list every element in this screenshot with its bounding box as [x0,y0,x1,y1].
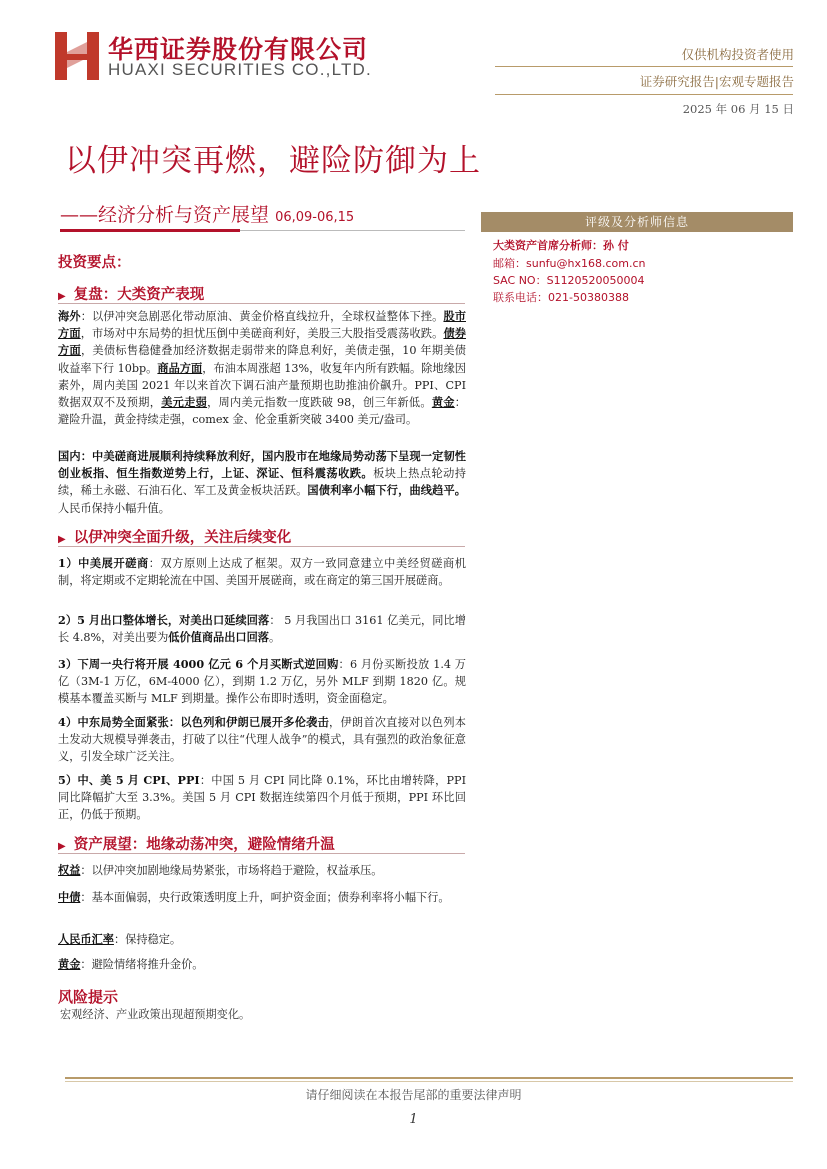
outlook-label: 权益 [58,863,81,877]
company-name-en: HUAXI SECURITIES CO.,LTD. [108,60,372,79]
outlook-item [58,931,466,948]
outlook-label: 黄金 [58,957,81,971]
report-title: 以伊冲突再燃，避险防御为上 [65,143,481,179]
outlook-item [58,956,466,973]
outlook-label: 中债 [58,890,81,904]
triangle-bullet-icon: ▶ [58,291,66,302]
outlook-item [58,862,466,879]
section-review [58,283,204,304]
title-underline-grey [240,230,465,231]
item-bold: 低价值商品出口回落 [168,630,269,645]
key-points-title: 投资要点： [58,254,131,271]
section-divider [58,853,465,854]
domestic-text: 板块上热点轮动持续，稀土永磁、石油石化、军工及黄金板块活跃。 [58,467,466,498]
list-item [58,555,466,589]
overseas-keyword: 黄金 [431,395,455,410]
outlook-text: ：保持稳定。 [113,933,182,946]
item-head: 3）下周一央行将开展 4000 亿元 6 个月买断式逆回购 [58,657,339,671]
outlook-item [58,889,466,906]
risk-title: 风险提示 [58,988,119,1006]
item-body: 。 [269,631,281,645]
analyst-phone: 联系电话：021-50380388 [493,291,629,304]
analyst-info-header: 评级及分析师信息 [481,212,793,232]
domestic-label: 国内 [58,449,81,463]
outlook-text: ：基本面偏弱，央行政策透明度上升，呵护资金面；债券利率将小幅下行。 [80,891,450,904]
triangle-bullet-icon: ▶ [58,534,66,545]
overseas-keyword: 美元走弱 [161,395,208,410]
domestic-paragraph [58,448,466,517]
subtitle-dates: 06,09-06,15 [275,210,355,225]
domestic-bold: 国债利率小幅下行，曲线趋平。 [307,483,466,498]
overseas-paragraph [58,308,466,428]
audience-note: 仅供机构投资者使用 [681,47,794,62]
section-divider [58,546,465,547]
overseas-text: ：以伊冲突急剧恶化带动原油、黄金价格直线拉升，全球权益整体下挫。 [80,310,444,323]
overseas-keyword: 股市方面 [58,309,466,341]
footer-divider [65,1081,793,1082]
section-review-title: 复盘：大类资产表现 [73,286,205,303]
item-head: 1）中美展开磋商 [58,556,149,570]
section-outlook-title: 资产展望：地缘动荡冲突，避险情绪升温 [73,836,335,853]
list-item [58,714,466,766]
section-outlook [58,833,335,854]
overseas-keyword: 债券方面 [58,326,466,358]
legal-notice: 请仔细阅读在本报告尾部的重要法律声明 [305,1088,522,1102]
risk-text: 宏观经济、产业政策出现超预期变化。 [60,1008,251,1021]
footer-divider [65,1077,793,1079]
overseas-text: ：避险升温，黄金持续走强，comex 金、伦金重新突破 3400 美元/盎司。 [58,396,466,427]
company-logo-icon [55,32,99,80]
overseas-text: ，布油本周涨超 13%，收复年内所有跌幅。除地缘因素外，周内美国 2021 年以来首次下调石油产量预期也助推油价飙升。PPI、CPI 数据双双不及预期， [58,361,466,410]
overseas-label: 海外 [58,309,81,323]
overseas-text: ，市场对中东局势的担忧压倒中美磋商利好，美股三大股指受震荡收跌。 [80,327,444,341]
item-body: ：6 月份买断投放 1.4 万亿（3M-1 万亿，6M-4000 亿），到期 1.2 万亿，另外 MLF 到期 1820 亿。规模基本覆盖买断与 MLF 到期量。操作公布即时透明，资金面稳定。 [58,658,466,706]
domestic-bold: ：中美磋商进展顺利持续释放利好，国内股市在地缘局势动荡下呈现一定韧性创业板指、恒生指数逆势上行，上证、深证、恒科震荡收跌。 [58,449,466,481]
outlook-label: 人民币汇率 [58,932,114,946]
item-body: ，伊朗首次直接对以色列本土发动大规模导弹袭击，打破了以往“代理人战争”的模式，具有强烈的政治象征意义，引发全球广泛关注。 [58,716,466,764]
list-item [58,772,466,824]
report-subtitle [60,200,354,227]
title-underline [60,229,240,232]
domestic-text: 人民币保持小幅升值。 [58,501,170,515]
section-conflict-title: 以伊冲突全面升级，关注后续变化 [73,529,292,546]
company-name-cn: 华西证券股份有限公司 [108,35,369,64]
report-date: 2025 年 06 月 15 日 [682,102,794,116]
overseas-keyword: 商品方面 [157,360,203,375]
header-divider [495,94,793,95]
report-type: 证券研究报告|宏观专题报告 [639,74,794,89]
item-head: 2）5 月出口整体增长，对美出口延续回落 [58,613,270,627]
analyst-name: 大类资产首席分析师：孙 付 [493,239,629,252]
triangle-bullet-icon: ▶ [58,841,66,852]
page-number: 1 [409,1112,418,1127]
list-item [58,612,466,646]
header-divider [495,66,793,67]
analyst-email: 邮箱：sunfu@hx168.com.cn [493,257,646,270]
item-body: ：双方原则上达成了框架。双方一致同意建立中美经贸磋商机制，将定期或不定期轮流在中国、美国开展磋商，或在商定的第三国开展磋商。 [58,557,466,588]
item-head: 5）中、美 5 月 CPI、PPI [58,773,200,787]
item-body: ：中国 5 月 CPI 同比降 0.1%，环比由增转降，PPI 同比降幅扩大至 3.3%。美国 5 月 CPI 数据连续第四个月低于预期，PPI 环比回正，仍低于预期。 [58,774,466,822]
item-body: ： 5 月我国出口 3161 亿美元，同比增长 4.8%，对美出要为 [58,614,466,645]
subtitle-text: ——经济分析与资产展望 [60,204,270,226]
outlook-text: ：以伊冲突加剧地缘局势紧张，市场将趋于避险，权益承压。 [80,864,383,877]
section-conflict [58,526,291,547]
analyst-sac: SAC NO：S1120520050004 [493,274,645,287]
list-item [58,656,466,708]
section-divider [58,303,465,304]
overseas-text: ，周内美元指数一度跌破 98，创三年新低。 [207,396,432,410]
outlook-text: ：避险情绪将推升金价。 [80,958,204,971]
item-head: 4）中东局势全面紧张：以色列和伊朗已展开多伦袭击 [58,715,330,729]
overseas-text: ，美债标售稳健叠加经济数据走弱带来的降息利好，美债走强，10 年期美债收益率下行 10bp。 [58,344,466,375]
